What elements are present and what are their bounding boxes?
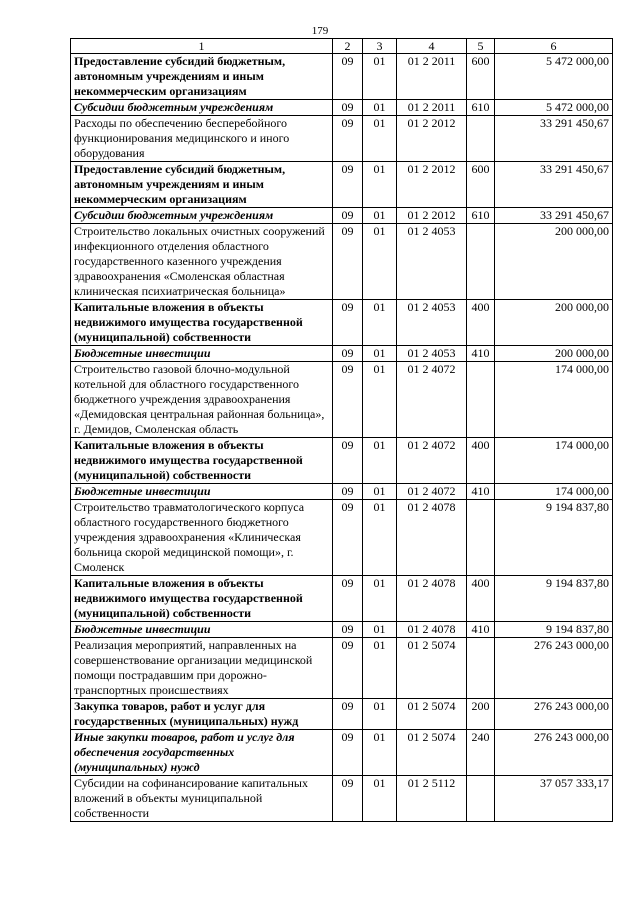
section-code-cell: 09 xyxy=(333,699,363,730)
table-row xyxy=(71,362,613,438)
expense-name-cell: Субсидии бюджетным учреждениям xyxy=(71,208,333,224)
section-code-cell: 09 xyxy=(333,362,363,438)
subsection-code-cell: 01 xyxy=(363,162,397,208)
subsection-code-cell: 01 xyxy=(363,699,397,730)
target-article-cell: 01 2 5074 xyxy=(397,699,467,730)
expense-name-cell: Капитальные вложения в объекты недвижимого имущества государственной (муниципальной) собственности xyxy=(71,576,333,622)
subsection-code-cell: 01 xyxy=(363,622,397,638)
page-number: 179 xyxy=(311,25,329,37)
subsection-code-cell: 01 xyxy=(363,362,397,438)
target-article-cell: 01 2 2012 xyxy=(397,116,467,162)
expense-type-cell xyxy=(467,638,495,699)
section-code-cell: 09 xyxy=(333,438,363,484)
amount-cell: 9 194 837,80 xyxy=(495,576,613,622)
table-row xyxy=(71,776,613,822)
amount-cell: 33 291 450,67 xyxy=(495,162,613,208)
target-article-cell: 01 2 4078 xyxy=(397,500,467,576)
subsection-code-cell: 01 xyxy=(363,54,397,100)
table-row xyxy=(71,730,613,776)
target-article-cell: 01 2 2012 xyxy=(397,208,467,224)
expense-type-cell: 600 xyxy=(467,162,495,208)
amount-cell: 276 243 000,00 xyxy=(495,699,613,730)
expense-name-cell: Бюджетные инвестиции xyxy=(71,346,333,362)
amount-cell: 200 000,00 xyxy=(495,224,613,300)
expense-type-cell: 400 xyxy=(467,576,495,622)
section-code-cell: 09 xyxy=(333,208,363,224)
subsection-code-cell: 01 xyxy=(363,438,397,484)
target-article-cell: 01 2 2012 xyxy=(397,162,467,208)
expense-name-cell: Предоставление субсидий бюджетным, автономным учреждениям и иным некоммерческим организациям xyxy=(71,54,333,100)
column-header: 1 xyxy=(71,39,333,54)
expense-type-cell: 200 xyxy=(467,699,495,730)
expense-name-cell: Строительство локальных очистных сооружений инфекционного отделения областного государственного казенного учреждения здравоохранения «Смоленская областная клиническая психиатрическая больница» xyxy=(71,224,333,300)
expense-name-cell: Субсидии на софинансирование капитальных вложений в объекты муниципальной собственности xyxy=(71,776,333,822)
target-article-cell: 01 2 4053 xyxy=(397,224,467,300)
amount-cell: 37 057 333,17 xyxy=(495,776,613,822)
target-article-cell: 01 2 4053 xyxy=(397,300,467,346)
section-code-cell: 09 xyxy=(333,484,363,500)
section-code-cell: 09 xyxy=(333,162,363,208)
expense-name-cell: Капитальные вложения в объекты недвижимого имущества государственной (муниципальной) собственности xyxy=(71,300,333,346)
column-header: 2 xyxy=(333,39,363,54)
target-article-cell: 01 2 4072 xyxy=(397,438,467,484)
expense-name-cell: Реализация мероприятий, направленных на совершенствование организации медицинской помощи пострадавшим при дорожно-транспортных происшествиях xyxy=(71,638,333,699)
section-code-cell: 09 xyxy=(333,622,363,638)
subsection-code-cell: 01 xyxy=(363,576,397,622)
target-article-cell: 01 2 5112 xyxy=(397,776,467,822)
target-article-cell: 01 2 5074 xyxy=(397,638,467,699)
target-article-cell: 01 2 5074 xyxy=(397,730,467,776)
expense-type-cell: 400 xyxy=(467,438,495,484)
target-article-cell: 01 2 2011 xyxy=(397,54,467,100)
amount-cell: 5 472 000,00 xyxy=(495,54,613,100)
expense-name-cell: Иные закупки товаров, работ и услуг для обеспечения государственных (муниципальных) нужд xyxy=(71,730,333,776)
section-code-cell: 09 xyxy=(333,300,363,346)
expense-type-cell: 410 xyxy=(467,484,495,500)
subsection-code-cell: 01 xyxy=(363,116,397,162)
amount-cell: 276 243 000,00 xyxy=(495,638,613,699)
section-code-cell: 09 xyxy=(333,346,363,362)
section-code-cell: 09 xyxy=(333,54,363,100)
table-row xyxy=(71,346,613,362)
expense-type-cell: 610 xyxy=(467,208,495,224)
amount-cell: 174 000,00 xyxy=(495,484,613,500)
table-row xyxy=(71,638,613,699)
section-code-cell: 09 xyxy=(333,224,363,300)
section-code-cell: 09 xyxy=(333,500,363,576)
expense-type-cell xyxy=(467,224,495,300)
subsection-code-cell: 01 xyxy=(363,300,397,346)
expense-name-cell: Строительство травматологического корпуса областного государственного бюджетного учреждения здравоохранения «Клиническая больница скорой медицинской помощи», г. Смоленск xyxy=(71,500,333,576)
expense-name-cell: Закупка товаров, работ и услуг для государственных (муниципальных) нужд xyxy=(71,699,333,730)
expense-name-cell: Субсидии бюджетным учреждениям xyxy=(71,100,333,116)
expense-type-cell: 600 xyxy=(467,54,495,100)
expense-name-cell: Строительство газовой блочно-модульной котельной для областного государственного бюджетного учреждения здравоохранения «Демидовская центральная районная больница», г. Демидов, Смоленская область xyxy=(71,362,333,438)
amount-cell: 33 291 450,67 xyxy=(495,116,613,162)
target-article-cell: 01 2 4078 xyxy=(397,622,467,638)
expense-type-cell xyxy=(467,776,495,822)
subsection-code-cell: 01 xyxy=(363,224,397,300)
column-header: 4 xyxy=(397,39,467,54)
table-row xyxy=(71,54,613,100)
target-article-cell: 01 2 2011 xyxy=(397,100,467,116)
table-row xyxy=(71,699,613,730)
expense-type-cell: 410 xyxy=(467,622,495,638)
expense-name-cell: Бюджетные инвестиции xyxy=(71,622,333,638)
amount-cell: 276 243 000,00 xyxy=(495,730,613,776)
column-header: 6 xyxy=(495,39,613,54)
subsection-code-cell: 01 xyxy=(363,346,397,362)
expense-name-cell: Расходы по обеспечению бесперебойного функционирования медицинского и иного оборудования xyxy=(71,116,333,162)
subsection-code-cell: 01 xyxy=(363,638,397,699)
subsection-code-cell: 01 xyxy=(363,208,397,224)
budget-table xyxy=(70,38,613,822)
table-row xyxy=(71,484,613,500)
amount-cell: 33 291 450,67 xyxy=(495,208,613,224)
expense-type-cell: 610 xyxy=(467,100,495,116)
table-row xyxy=(71,438,613,484)
column-header: 5 xyxy=(467,39,495,54)
subsection-code-cell: 01 xyxy=(363,730,397,776)
section-code-cell: 09 xyxy=(333,776,363,822)
target-article-cell: 01 2 4072 xyxy=(397,484,467,500)
amount-cell: 9 194 837,80 xyxy=(495,500,613,576)
subsection-code-cell: 01 xyxy=(363,100,397,116)
target-article-cell: 01 2 4072 xyxy=(397,362,467,438)
expense-type-cell xyxy=(467,362,495,438)
amount-cell: 200 000,00 xyxy=(495,300,613,346)
table-header-row xyxy=(71,39,613,54)
section-code-cell: 09 xyxy=(333,730,363,776)
amount-cell: 200 000,00 xyxy=(495,346,613,362)
expense-name-cell: Капитальные вложения в объекты недвижимого имущества государственной (муниципальной) собственности xyxy=(71,438,333,484)
subsection-code-cell: 01 xyxy=(363,776,397,822)
amount-cell: 5 472 000,00 xyxy=(495,100,613,116)
column-header: 3 xyxy=(363,39,397,54)
section-code-cell: 09 xyxy=(333,638,363,699)
table-row xyxy=(71,162,613,208)
subsection-code-cell: 01 xyxy=(363,500,397,576)
table-row xyxy=(71,500,613,576)
expense-type-cell: 400 xyxy=(467,300,495,346)
expense-type-cell xyxy=(467,500,495,576)
table-row xyxy=(71,224,613,300)
table-row xyxy=(71,622,613,638)
expense-name-cell: Предоставление субсидий бюджетным, автономным учреждениям и иным некоммерческим организациям xyxy=(71,162,333,208)
expense-name-cell: Бюджетные инвестиции xyxy=(71,484,333,500)
target-article-cell: 01 2 4053 xyxy=(397,346,467,362)
section-code-cell: 09 xyxy=(333,116,363,162)
expense-type-cell: 240 xyxy=(467,730,495,776)
table-row xyxy=(71,100,613,116)
table-row xyxy=(71,576,613,622)
section-code-cell: 09 xyxy=(333,100,363,116)
amount-cell: 9 194 837,80 xyxy=(495,622,613,638)
target-article-cell: 01 2 4078 xyxy=(397,576,467,622)
table-row xyxy=(71,208,613,224)
table-row xyxy=(71,300,613,346)
amount-cell: 174 000,00 xyxy=(495,438,613,484)
section-code-cell: 09 xyxy=(333,576,363,622)
expense-type-cell xyxy=(467,116,495,162)
subsection-code-cell: 01 xyxy=(363,484,397,500)
expense-type-cell: 410 xyxy=(467,346,495,362)
table-row xyxy=(71,116,613,162)
amount-cell: 174 000,00 xyxy=(495,362,613,438)
